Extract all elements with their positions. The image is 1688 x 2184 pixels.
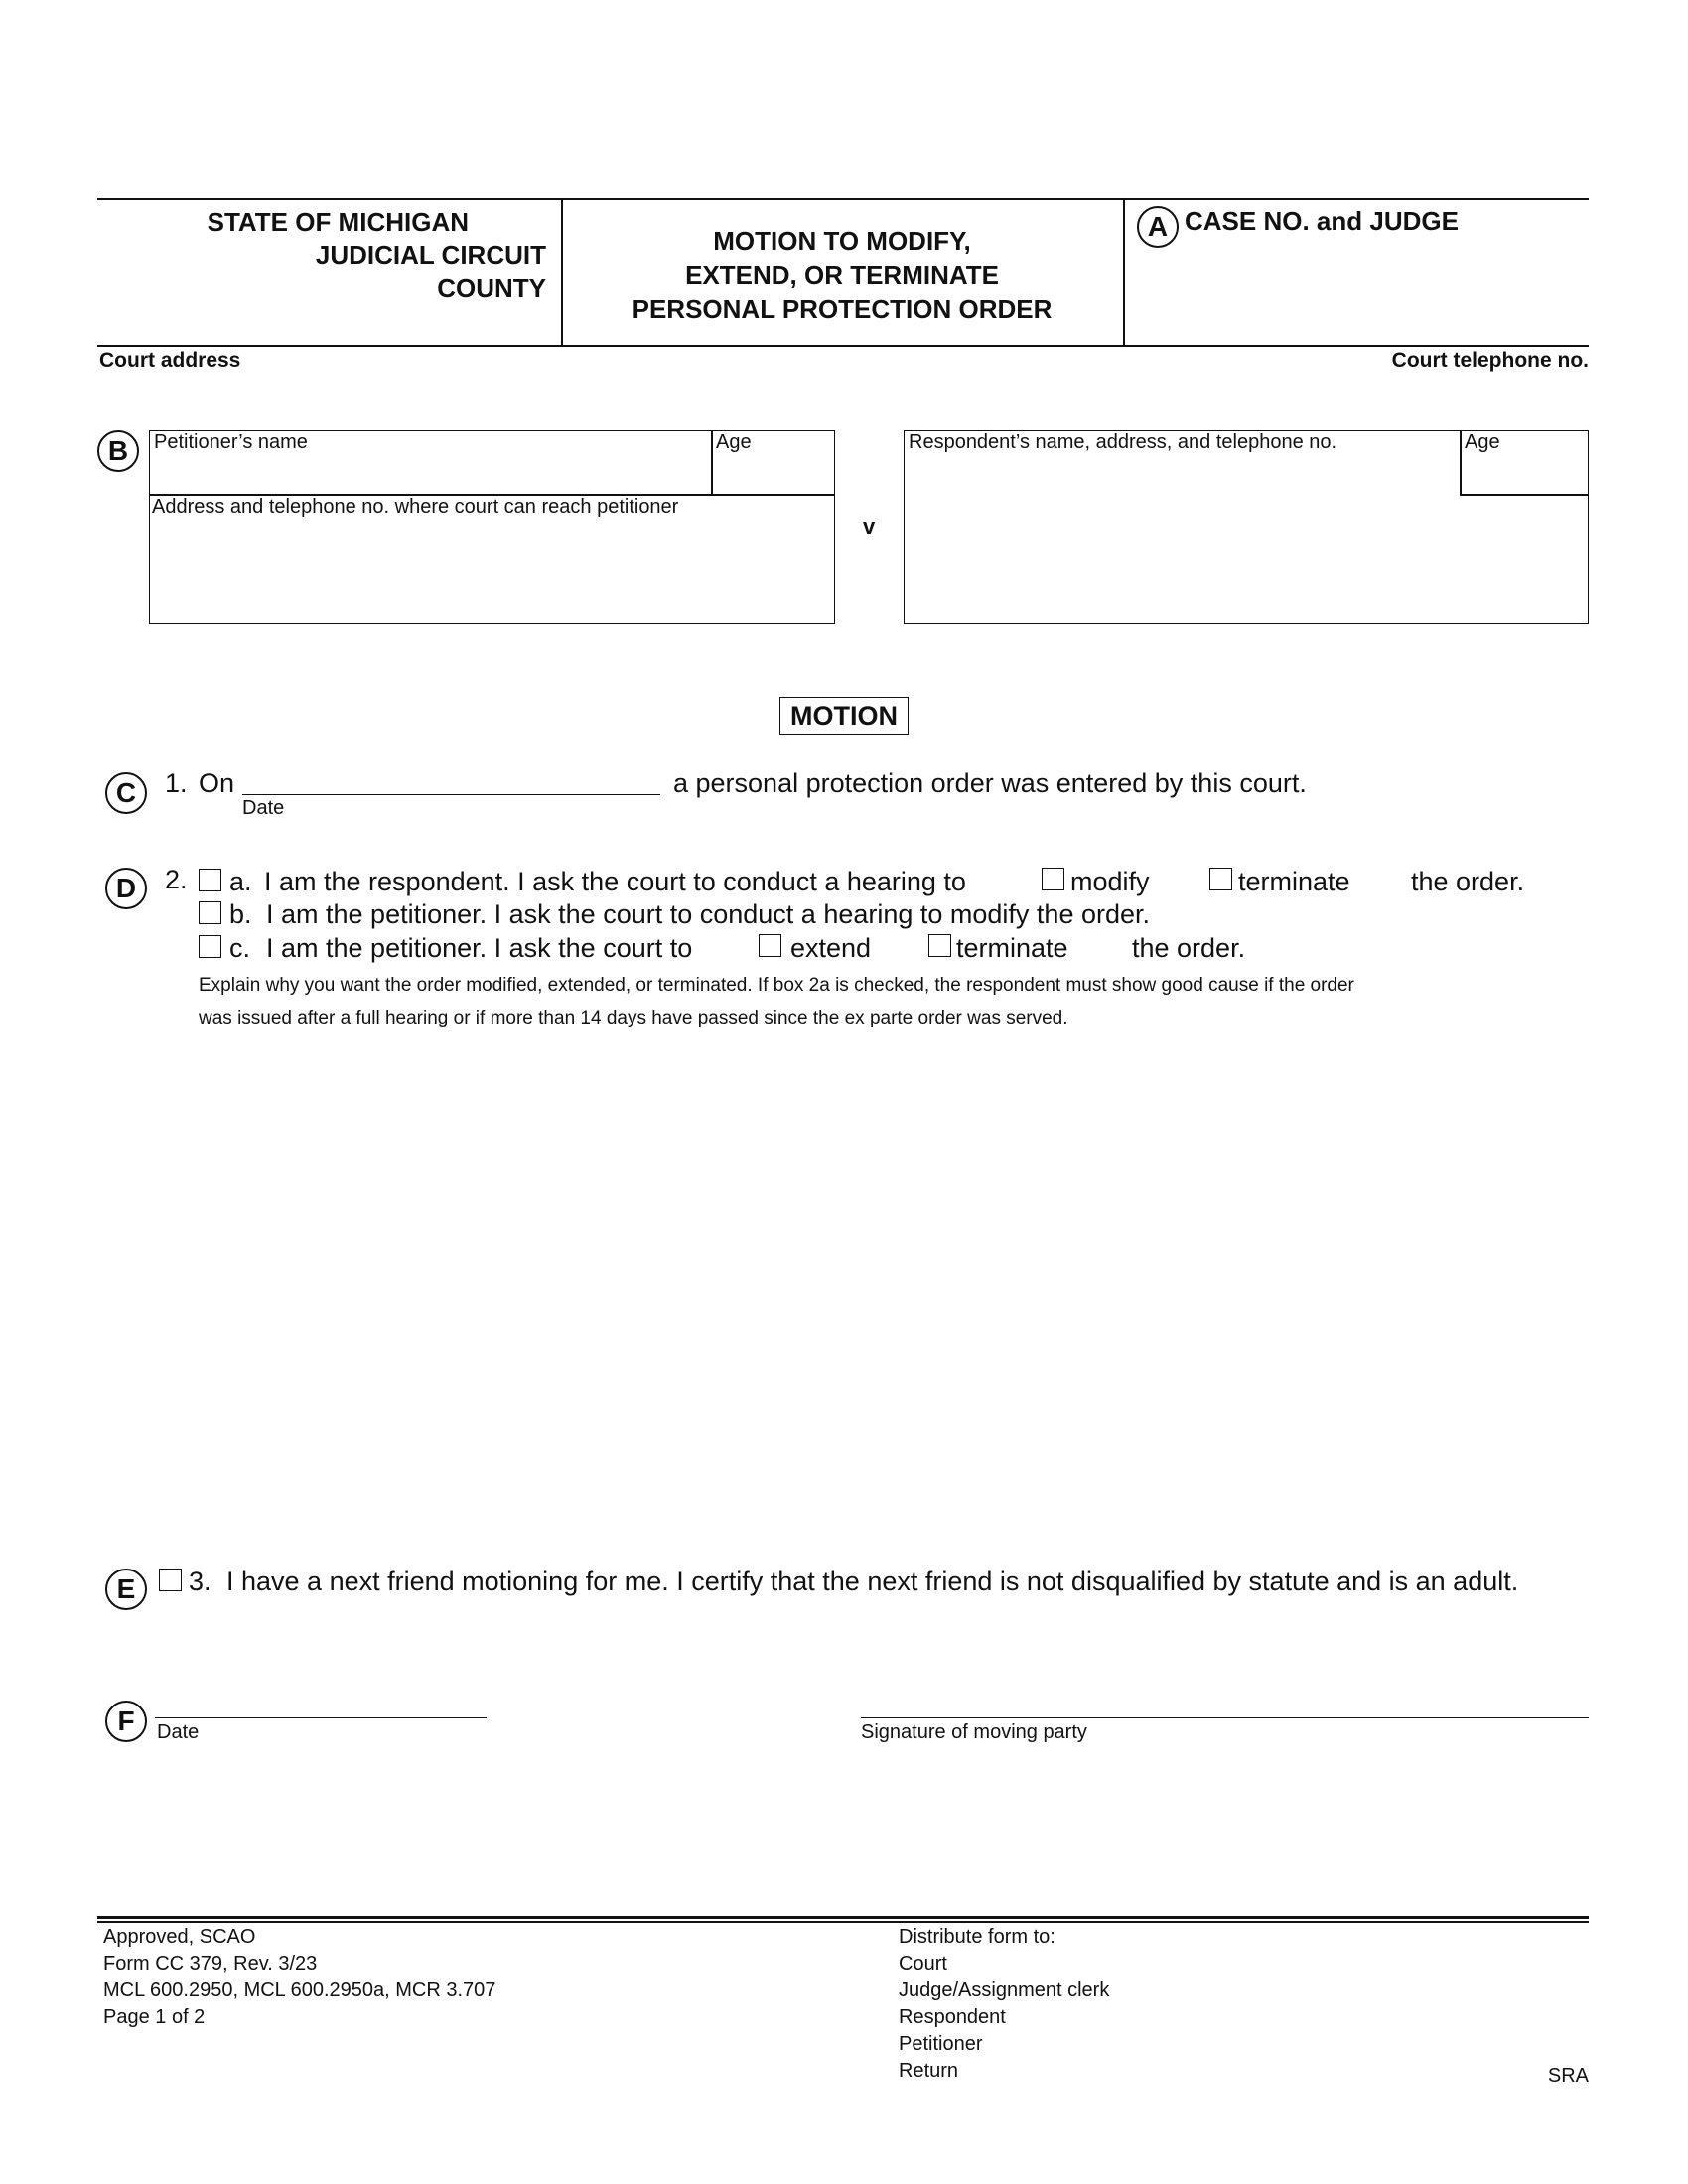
footer-distribution [899,1924,1109,2085]
title-line-3: PERSONAL PROTECTION ORDER [632,294,1053,324]
respondent-age-box-h [1460,494,1589,496]
petitioner-age-label: Age [716,431,752,453]
signature-date-label: Date [157,1721,200,1743]
versus-label: v [863,514,876,539]
item2c-end: the order. [1132,933,1246,963]
motion-heading: MOTION [779,697,909,735]
item1-number: 1. [165,768,188,798]
item2a-modify-checkbox[interactable] [1042,868,1064,890]
item2a-end: the order. [1411,867,1525,896]
signature-label: Signature of moving party [861,1721,1087,1743]
title-line-1: MOTION TO MODIFY, [713,226,971,256]
court-heading [99,206,546,305]
section-marker-a: A [1137,206,1179,248]
item2a-text: I am the respondent. I ask the court to conduct a hearing to [264,867,966,896]
title-line-2: EXTEND, OR TERMINATE [685,260,999,290]
item2c-checkbox[interactable] [199,935,221,958]
footer-form-no: Form CC 379, Rev. 3/23 [103,1953,318,1975]
item3-checkbox[interactable] [159,1569,182,1591]
item2c-terminate-checkbox[interactable] [928,934,951,957]
signature-line[interactable] [861,1688,1589,1718]
explain-line-2: was issued after a full hearing or if more than 14 days have passed since the ex parte order was served. [199,1008,1068,1028]
distribute-item: Return [899,2060,959,2082]
item2c-extend-checkbox[interactable] [759,934,781,957]
item1-text: a personal protection order was entered by this court. [673,768,1307,798]
footer-code: SRA [1547,2065,1589,2087]
section-marker-c: C [105,772,147,814]
respondent-label: Respondent’s name, address, and telephone no. [909,431,1337,453]
petitioner-age-field[interactable] [715,457,832,492]
footer-page: Page 1 of 2 [103,2006,206,2028]
item2a-terminate-label: terminate [1238,867,1350,896]
footer-approved: Approved, SCAO [103,1926,256,1948]
item2a-terminate-checkbox[interactable] [1209,868,1232,890]
footer-left [103,1924,495,2031]
distribute-item: Judge/Assignment clerk [899,1979,1110,2001]
case-number-label: CASE NO. and JUDGE [1185,206,1459,236]
petitioner-address-field[interactable] [151,522,832,621]
distribute-item: Respondent [899,2006,1006,2028]
signature-date-line[interactable] [155,1688,487,1718]
distribute-item: Petitioner [899,2033,983,2055]
section-marker-f: F [105,1701,147,1742]
item2a-letter: a. [229,867,252,896]
item2-number: 2. [165,865,188,894]
item2c-terminate-label: terminate [956,933,1068,963]
distribute-label: Distribute form to: [899,1926,1055,1948]
section-marker-e: E [105,1569,147,1610]
item2a-modify-label: modify [1070,867,1150,896]
respondent-age-label: Age [1465,431,1500,453]
item2c-text: I am the petitioner. I ask the court to [266,933,693,963]
item3-text: I have a next friend motioning for me. I certify that the next friend is not disqualified by statute and is an adult. [226,1567,1519,1596]
item2c-letter: c. [229,933,251,963]
header-top-rule [97,198,1589,200]
court-phone-label: Court telephone no. [1391,349,1589,372]
state-label: STATE OF MICHIGAN [207,207,469,237]
item3-number: 3. [189,1567,211,1596]
footer-rule-bottom [97,1921,1589,1923]
footer-rule-top [97,1916,1589,1919]
circuit-label: JUDICIAL CIRCUIT [315,240,546,270]
petitioner-address-label: Address and telephone no. where court can reach petitioner [152,496,679,518]
section-marker-d: D [105,868,147,909]
case-number-field[interactable] [1127,248,1584,341]
respondent-age-box-v [1460,430,1462,495]
item2b-letter: b. [229,899,252,929]
county-label: COUNTY [437,273,546,303]
section-marker-b: B [97,430,139,472]
explain-line-1: Explain why you want the order modified, extended, or terminated. If box 2a is checked, the respondent must show good cause if the order [199,975,1354,996]
petitioner-name-field[interactable] [151,457,707,492]
footer-statutes: MCL 600.2950, MCL 600.2950a, MCR 3.707 [103,1979,496,2001]
item2b-checkbox[interactable] [199,901,221,924]
respondent-field[interactable] [907,457,1455,621]
header-bottom-rule [97,345,1589,347]
item1-date-label: Date [242,797,285,819]
petitioner-name-label: Petitioner’s name [154,431,308,453]
respondent-age-field[interactable] [1464,457,1586,492]
item2a-checkbox[interactable] [199,869,221,891]
petitioner-divider-v [711,430,713,495]
item1-date-line[interactable] [242,766,660,795]
explanation-area[interactable] [199,1040,1589,1537]
item2b-text: I am the petitioner. I ask the court to conduct a hearing to modify the order. [266,899,1151,929]
form-title [563,224,1121,326]
distribute-item: Court [899,1953,947,1975]
header-divider-right [1123,199,1125,346]
item2c-extend-label: extend [790,933,872,963]
court-address-label: Court address [99,349,241,372]
item1-on-label: On [199,768,235,798]
